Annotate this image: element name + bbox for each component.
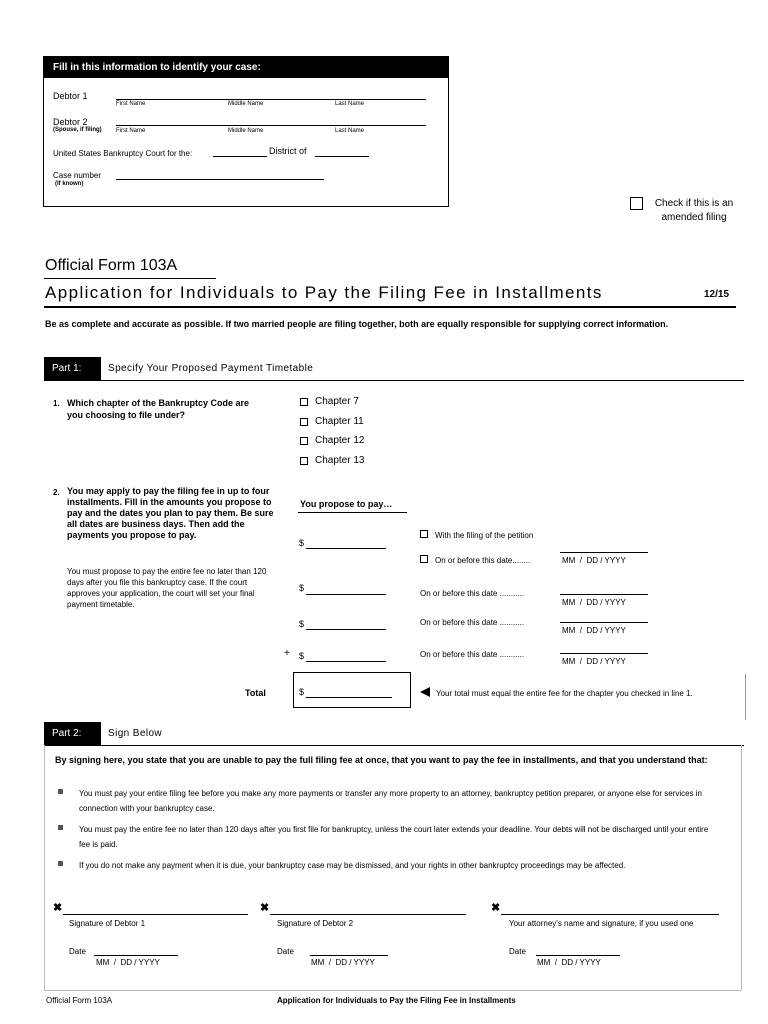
court-field[interactable] [213,156,267,157]
on-or-before-text: On or before this date [420,618,498,627]
q1-text: Which chapter of the Bankruptcy Code are you choosing to file under? [67,398,250,420]
debtor1-date-label: Date [69,947,86,956]
date-format-caption: MM / DD / YYYY [562,626,626,635]
footer-form-number: Official Form 103A [46,996,113,1005]
pointer-left-icon [420,687,430,697]
dollar-sign: $ [299,687,305,697]
payment-4-date[interactable] [560,653,648,654]
payment-4-amount[interactable] [306,661,386,662]
part2-tag: Part 2: [44,722,101,745]
debtor1-name-line[interactable] [116,99,426,100]
on-or-before-text: On or before this date [435,556,513,565]
total-note-divider [745,674,746,720]
total-note: Your total must equal the entire fee for the chapter you checked in line 1. [436,689,693,698]
on-or-before-text: On or before this date [420,650,498,659]
form-title: Application for Individuals to Pay the Filing Fee in Installments [45,283,603,302]
part2-left-border [44,745,45,990]
amended-label: Check if this is an amended filing [654,198,734,223]
debtor2-date-field[interactable] [310,955,388,956]
date-format-caption: MM / DD / YYYY [562,657,626,666]
debtor1-first-name-caption: First Name [116,101,146,107]
on-or-before-label: On or before this date ........... [420,650,525,659]
with-filing-checkbox[interactable] [420,530,428,538]
payment-3-amount[interactable] [306,629,386,630]
payment-1-amount[interactable] [306,548,386,549]
case-info-header: Fill in this information to identify your case: [44,57,448,78]
court-label: United States Bankruptcy Court for the: [53,149,193,158]
form-number: Official Form 103A [45,257,178,274]
attorney-date-label: Date [509,947,526,956]
chapter-7-label: Chapter 7 [315,396,359,407]
sign-here-x-icon: ✖ [260,902,270,914]
debtor1-label: Debtor 1 [53,91,88,101]
form-number-rule [44,278,216,279]
dollar-sign: $ [299,583,305,593]
date-format-caption: MM / DD / YYYY [311,958,375,967]
debtor1-date-field[interactable] [94,955,178,956]
q2-text: You may apply to pay the filing fee in up to four installments. Fill in the amounts you propose to pay and the dates you plan to pay them. Be sure all dates are business days. Then add the payments you propose to pay. [67,486,274,540]
payment-3-date[interactable] [560,622,648,623]
part2-rule [44,745,744,746]
sign-here-x-icon: ✖ [491,902,501,914]
chapter-11-label: Chapter 11 [315,416,364,427]
payment-2-amount[interactable] [306,594,386,595]
dollar-sign: $ [299,651,305,661]
bullet-square-icon [58,789,63,794]
date-format-caption: MM / DD / YYYY [537,958,601,967]
debtor2-label: Debtor 2 [53,117,88,127]
attorney-signature-line[interactable] [501,914,719,915]
chapter-13-label: Chapter 13 [315,455,365,466]
payment-1-date[interactable] [560,552,648,553]
on-or-before-text: On or before this date [420,589,498,598]
chapter-12-label: Chapter 12 [315,435,365,446]
intro-text: Be as complete and accurate as possible. If two married people are filing together, both are equally responsible for supplying correct information. [45,319,669,329]
attorney-signature-caption: Your attorney's name and signature, if you used one [509,919,694,928]
checkbox-box[interactable] [300,398,308,406]
district-of-label: District of [269,146,307,156]
debtor2-note: (Spouse, if filing) [53,127,102,133]
date-format-caption: MM / DD / YYYY [562,556,626,565]
payment-2-date[interactable] [560,594,648,595]
part2-right-border [741,745,742,990]
footer-form-title: Application for Individuals to Pay the Filing Fee in Installments [277,996,516,1005]
part2-bottom-border [44,990,741,991]
part2-title: Sign Below [108,728,163,739]
debtor1-signature-line[interactable] [63,914,248,915]
total-label: Total [245,688,266,698]
on-or-before-label: On or before this date ........... [420,589,525,598]
dollar-sign: $ [299,619,305,629]
debtor2-signature-caption: Signature of Debtor 2 [277,919,354,928]
debtor2-first-name-caption: First Name [116,128,146,134]
part1-rule [44,380,744,381]
debtor1-last-name-caption: Last Name [335,101,365,107]
debtor2-name-line[interactable] [116,125,426,126]
debtor2-last-name-caption: Last Name [335,128,365,134]
propose-header-rule [298,512,407,513]
attorney-date-field[interactable] [536,955,620,956]
debtor2-signature-line[interactable] [270,914,466,915]
propose-header: You propose to pay… [300,499,393,509]
form-date: 12/15 [704,289,730,300]
checkbox-box[interactable] [300,418,308,426]
part2-intro: By signing here, you state that you are unable to pay the full filing fee at once, that you want to pay the fee in installments, and that you understand that: [55,755,708,765]
q2-number: 2. [53,488,60,497]
checkbox-box[interactable] [300,437,308,445]
district-field[interactable] [315,156,369,157]
sign-here-x-icon: ✖ [53,902,63,914]
case-number-note: (If known) [55,181,84,187]
debtor1-middle-name-caption: Middle Name [228,101,264,107]
case-number-label: Case number [53,171,102,180]
total-box [293,672,411,708]
debtor2-middle-name-caption: Middle Name [228,128,264,134]
bullet-text: You must pay your entire filing fee before you make any more payments or transfer any more property to an attorney, bankruptcy petition preparer, or anyone else for services in connection with your bankruptcy case. [79,789,702,813]
debtor1-signature-caption: Signature of Debtor 1 [69,919,146,928]
q1-number: 1. [53,399,60,408]
bullet-square-icon [58,861,63,866]
dollar-sign: $ [299,538,305,548]
date-format-caption: MM / DD / YYYY [562,598,626,607]
checkbox-box[interactable] [300,457,308,465]
on-or-before-label: On or before this date ........... [420,618,525,627]
on-or-before-label: On or before this date........ [435,556,531,565]
on-or-before-checkbox[interactable] [420,555,428,563]
part1-tag: Part 1: [44,357,101,380]
part1-title: Specify Your Proposed Payment Timetable [108,363,314,374]
case-number-field[interactable] [116,179,324,180]
title-rule [44,306,736,308]
bullet-square-icon [58,825,63,830]
amended-checkbox[interactable] [630,197,643,210]
plus-sign: + [284,648,290,659]
bullet-text: You must pay the entire fee no later than 120 days after you first file for bankruptcy, unless the court later extends your deadline. Your debts will not be discharged until your entire fee is paid. [79,825,709,849]
with-filing-label: With the filing of the petition [435,531,534,540]
total-amount[interactable] [306,697,392,698]
debtor2-date-label: Date [277,947,294,956]
date-format-caption: MM / DD / YYYY [96,958,160,967]
q2-note: You must propose to pay the entire fee no later than 120 days after you file this bankruptcy case. If the court approves your application, the court will set your final payment timetable. [67,567,267,609]
bullet-text: If you do not make any payment when it is due, your bankruptcy case may be dismissed, and your rights in other bankruptcy proceedings may be affected. [79,861,626,870]
